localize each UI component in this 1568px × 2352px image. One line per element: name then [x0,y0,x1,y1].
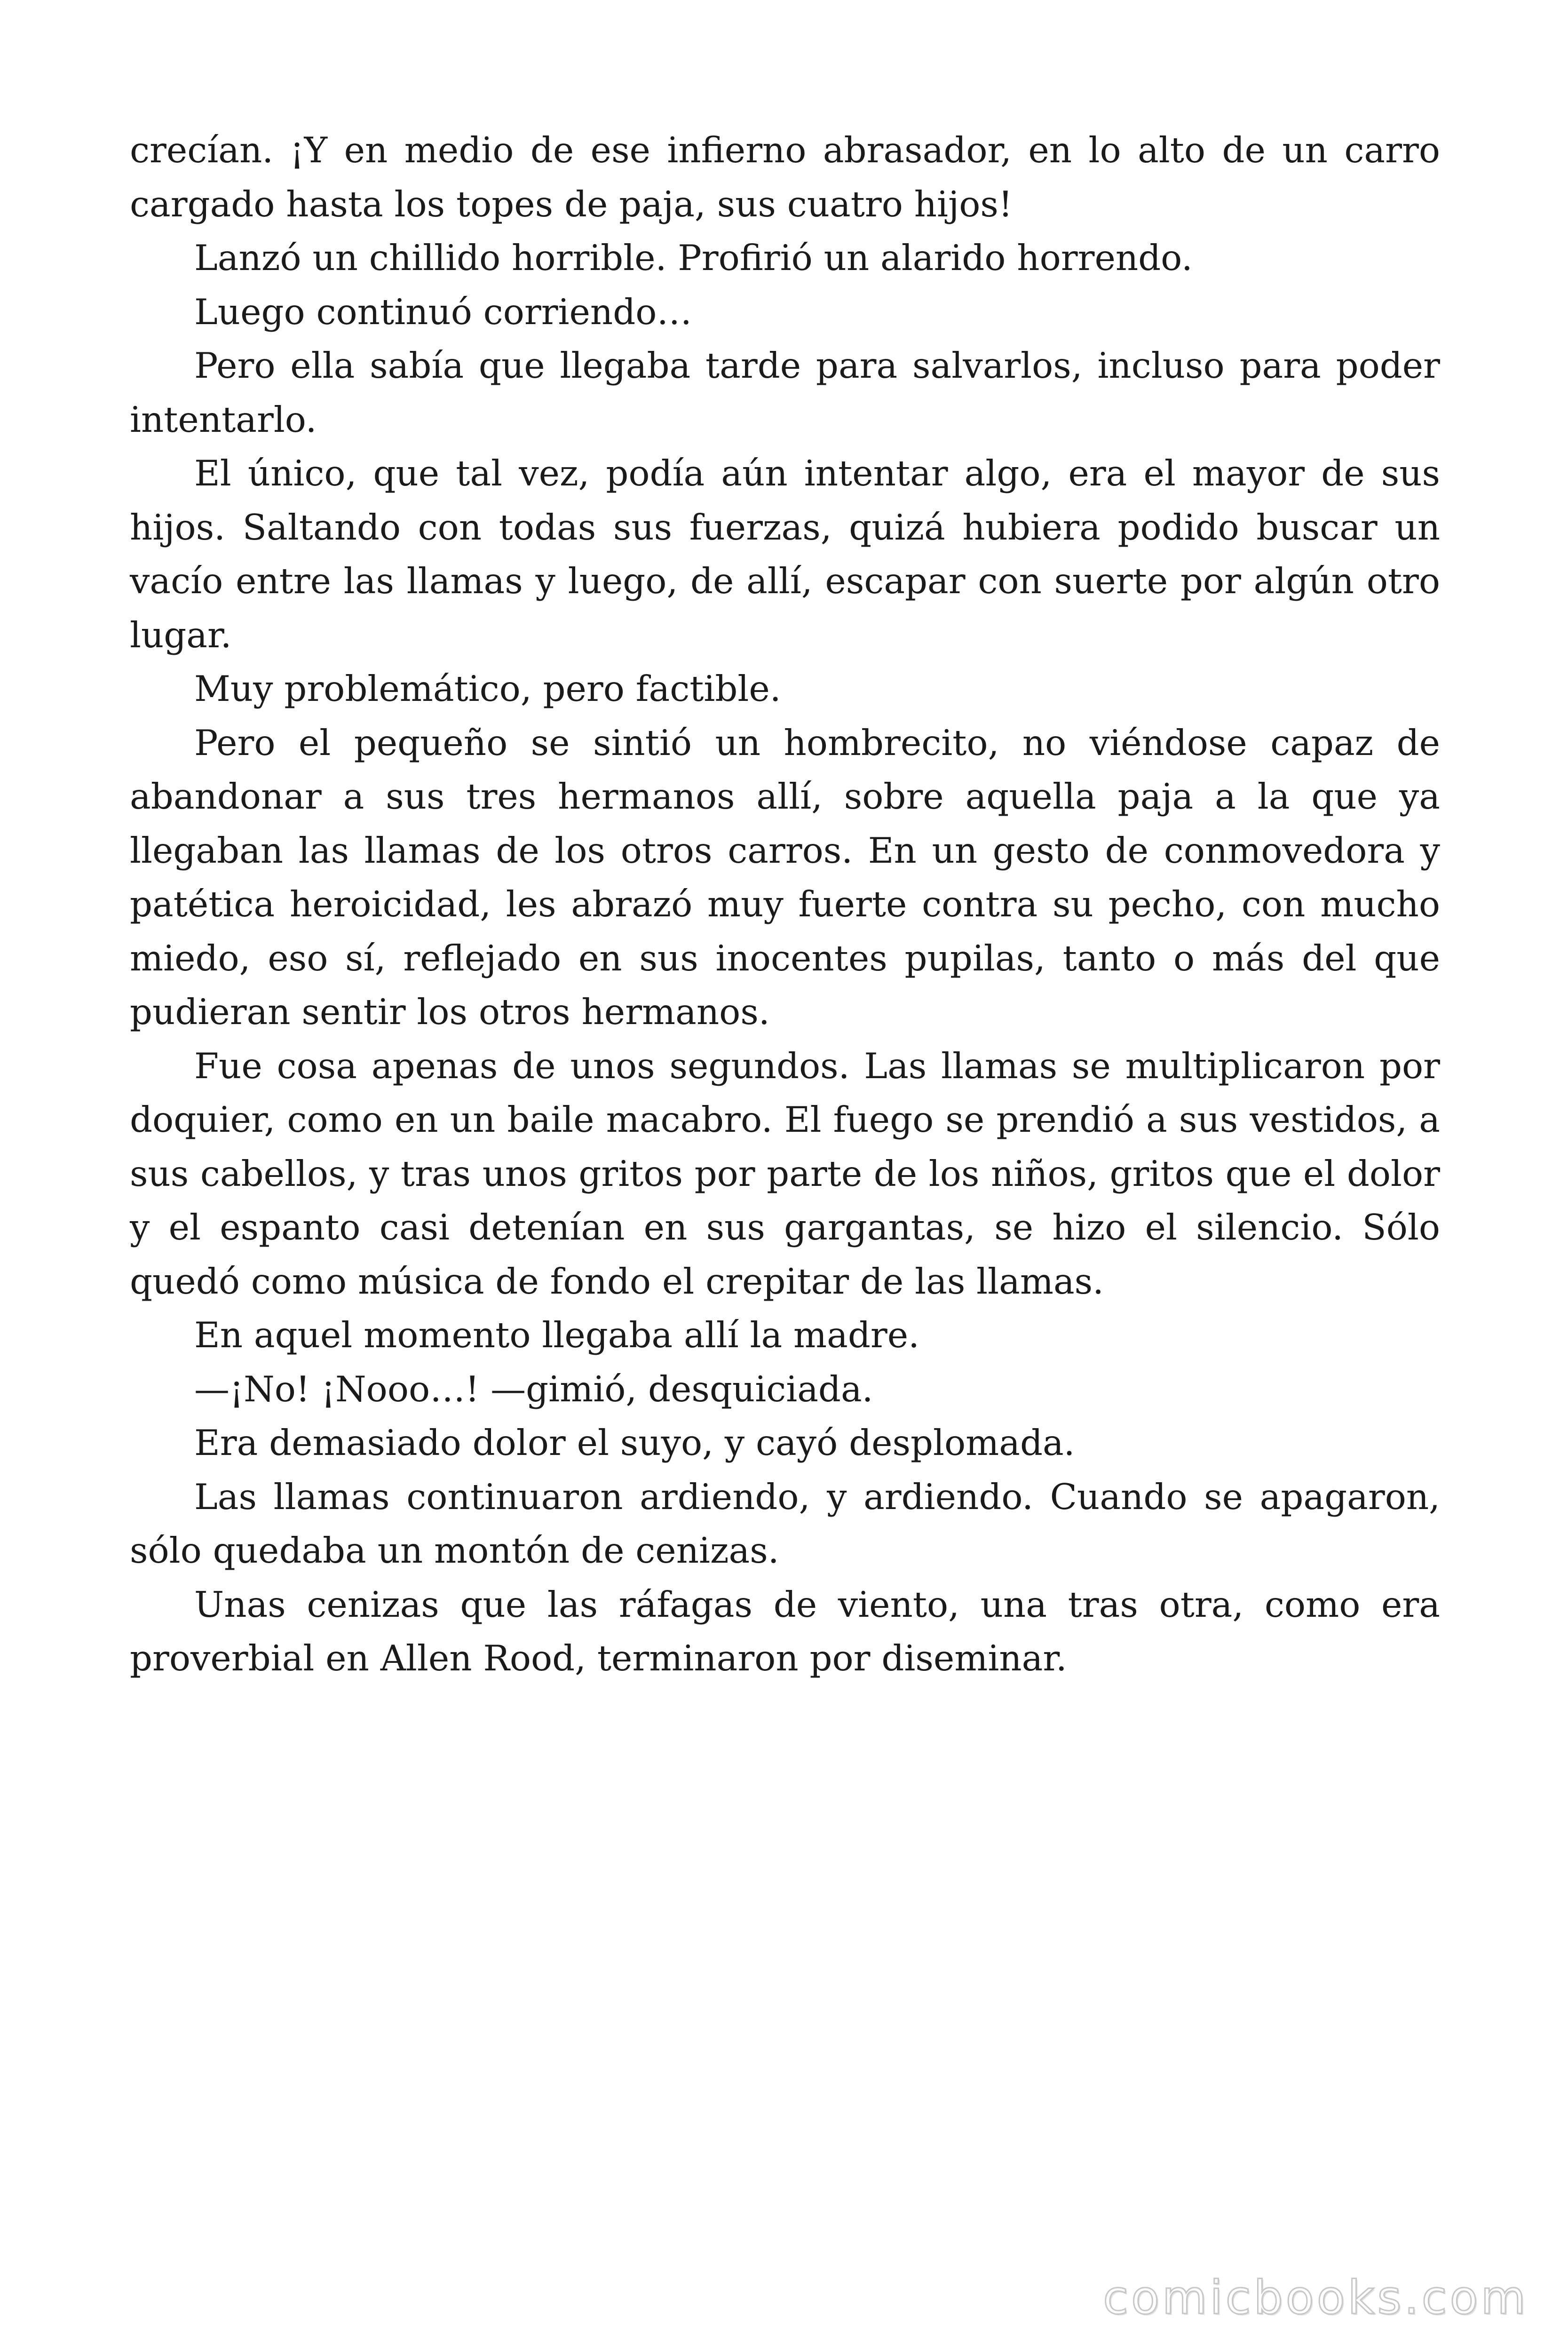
body-text [130,123,1440,1685]
paragraph-7: Pero el pequeño se sintió un hombrecito, no viéndose capaz de abandonar a sus tres hermanos allí, sobre aquella paja a la que ya llegaban las llamas de los otros carros. En un gesto de conmovedora y patética heroicidad, les abrazó muy fuerte contra su pecho, con mucho miedo, eso sí, reflejado en sus inocentes pupilas, tanto o más del que pudieran sentir los otros hermanos. [130,722,1440,1033]
paragraph-10: —¡No! ¡Nooo…! —gimió, desquiciada. [194,1368,873,1410]
paragraph-12: Las llamas continuaron ardiendo, y ardiendo. Cuando se apagaron, sólo quedaba un montón de cenizas. [130,1476,1440,1571]
paragraph-2: Lanzó un chillido horrible. Profirió un alarido horrendo. [194,237,1193,278]
paragraph-6: Muy problemático, pero factible. [194,668,781,709]
paragraph-3: Luego continuó corriendo… [194,291,692,333]
paragraph-4: Pero ella sabía que llegaba tarde para salvarlos, incluso para poder intentarlo. [130,345,1440,440]
paragraph-8: Fue cosa apenas de unos segundos. Las llamas se multiplicaron por doquier, como en un baile macabro. El fuego se prendió a sus vestidos, a sus cabellos, y tras unos gritos por parte de los niños, gritos que el dolor y el espanto casi detenían en sus gargantas, se hizo el silencio. Sólo quedó como música de fondo el crepitar de las llamas. [130,1045,1440,1302]
paragraph-1: crecían. ¡Y en medio de ese infierno abrasador, en lo alto de un carro cargado hasta los topes de paja, sus cuatro hijos! [130,129,1440,225]
paragraph-5: El único, que tal vez, podía aún intentar algo, era el mayor de sus hijos. Saltando con todas sus fuerzas, quizá hubiera podido buscar un vacío entre las llamas y luego, de allí, escapar con suerte por algún otro lugar. [130,453,1440,656]
watermark: comicbooks.com [1103,2271,1528,2325]
paragraph-9: En aquel momento llegaba allí la madre. [194,1314,919,1356]
paragraph-13: Unas cenizas que las ráfagas de viento, una tras otra, como era proverbial en Allen Rood, terminaron por diseminar. [130,1583,1440,1679]
paragraph-11: Era demasiado dolor el suyo, y cayó desplomada. [194,1422,1075,1463]
